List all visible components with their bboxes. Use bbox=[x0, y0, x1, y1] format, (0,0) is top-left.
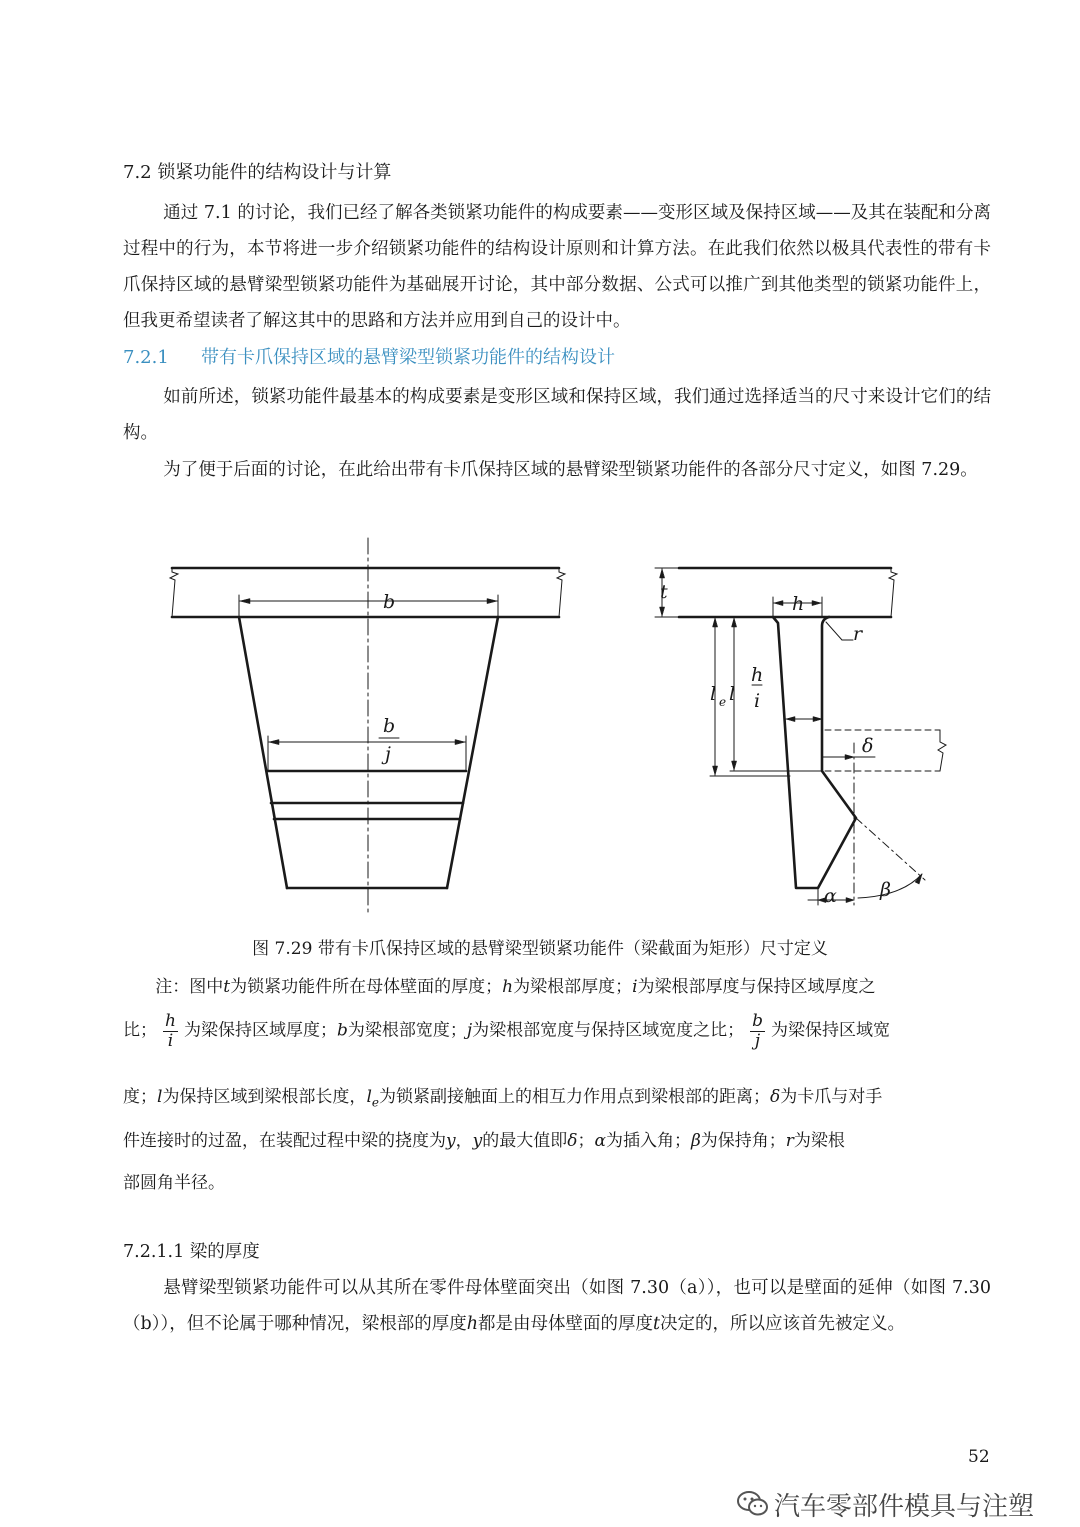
note-line-2: 比； $\frac{h}{i}$ 为梁保持区域厚度；b为梁根部宽度；j为梁根部宽度与保持区域宽度之比； $\frac{b}{j}$ 为梁保持区域宽 bbox=[123, 1011, 891, 1051]
note-line-1: 注：图中t为锁紧功能件所在母体壁面的厚度；h为梁根部厚度；i为梁根部厚度与保持区域厚度之 bbox=[155, 977, 876, 997]
label-beta: β bbox=[880, 879, 891, 901]
fraction-h-over-i: $\frac{h}{i}$ bbox=[165, 1011, 176, 1051]
watermark bbox=[736, 1486, 1034, 1526]
label-hi-i: i bbox=[754, 690, 761, 712]
label-alpha: α bbox=[824, 885, 837, 907]
left-wall-break-left bbox=[170, 568, 178, 617]
note-line-3: 度；l为保持区域到梁根部长度，$l_e$为锁紧副接触面上的相互力作用点到梁根部的距离；δ为卡爪与对手 bbox=[123, 1087, 883, 1110]
subsection-heading bbox=[123, 343, 615, 369]
right-wall-break bbox=[889, 568, 897, 617]
label-bj-j: j bbox=[385, 743, 391, 765]
subsection-number: 7.2.1 bbox=[123, 347, 169, 368]
label-hi-h: h bbox=[751, 664, 764, 686]
dim-delta-arrow bbox=[845, 755, 854, 760]
note-line-5: 部圆角半径。 bbox=[123, 1173, 225, 1193]
beam-profile bbox=[773, 617, 856, 888]
paragraph-2 bbox=[123, 379, 991, 451]
note-line-4: 件连接时的过盈，在装配过程中梁的挠度为y，y的最大值即δ；α为插入角；β为保持角；r为梁根 bbox=[123, 1131, 845, 1151]
label-h: h bbox=[792, 593, 805, 615]
subsubsection-heading: 7.2.1.1 梁的厚度 bbox=[123, 1242, 260, 1262]
label-le-sub: e bbox=[719, 695, 727, 709]
watermark-text: 汽车零部件模具与注塑 bbox=[774, 1492, 1035, 1522]
label-delta: δ bbox=[862, 735, 874, 757]
wechat-icon bbox=[736, 1489, 770, 1526]
mating-break bbox=[938, 730, 946, 771]
paragraph-4 bbox=[123, 1270, 991, 1342]
paragraph-4-text: 悬臂梁型锁紧功能件可以从其所在零件母体壁面突出（如图 7.30（a）），也可以是壁面的延伸（如图 7.30（b）），但不论属于哪种情况，梁根部的厚度h都是由母体壁面的厚度t决定的，所以应该首先被定义。 bbox=[123, 1278, 991, 1334]
beam-left-edge bbox=[239, 617, 287, 888]
label-b: b bbox=[383, 591, 396, 613]
fraction-b-over-j: $\frac{b}{j}$ bbox=[752, 1011, 764, 1051]
intro-text: 通过 7.1 的讨论，我们已经了解各类锁紧功能件的构成要素——变形区域及保持区域——及其在装配和分离过程中的行为，本节将进一步介绍锁紧功能件的结构设计原则和计算方法。在此我们依然以极具代表性的带有卡爪保持区域的悬臂梁型锁紧功能件为基础展开讨论，其中部分数据、公式可以推广到其他类型的锁紧功能件上，但我更希望读者了解这其中的思路和方法并应用到自己的设计中。 bbox=[123, 203, 991, 331]
label-l: l bbox=[729, 683, 736, 705]
mating-part bbox=[825, 730, 940, 771]
subsection-title: 带有卡爪保持区域的悬臂梁型锁紧功能件的结构设计 bbox=[201, 347, 615, 368]
beam-right-edge bbox=[447, 617, 498, 888]
page-number: 52 bbox=[968, 1447, 990, 1467]
section-heading: 7.2 锁紧功能件的结构设计与计算 bbox=[123, 162, 392, 183]
label-t: t bbox=[660, 581, 668, 603]
paragraph-3 bbox=[123, 452, 991, 488]
figure-7-29 bbox=[0, 530, 1080, 925]
paragraph-2-text: 如前所述，锁紧功能件最基本的构成要素是变形区域和保持区域，我们通过选择适当的尺寸来设计它们的结构。 bbox=[123, 387, 991, 443]
figure-caption: 图 7.29 带有卡爪保持区域的悬臂梁型锁紧功能件（梁截面为矩形）尺寸定义 bbox=[252, 939, 828, 959]
label-bj-b: b bbox=[383, 715, 396, 737]
left-wall-break-right bbox=[557, 568, 565, 617]
beta-ext bbox=[856, 818, 925, 880]
paragraph-3-text: 为了便于后面的讨论，在此给出带有卡爪保持区域的悬臂梁型锁紧功能件的各部分尺寸定义，如图 7.29。 bbox=[163, 460, 978, 480]
beta-arrow bbox=[915, 874, 922, 884]
figure-note bbox=[123, 972, 991, 1192]
label-r: r bbox=[853, 623, 863, 645]
label-le: l bbox=[710, 683, 717, 705]
r-leader bbox=[826, 622, 842, 640]
intro-paragraph bbox=[123, 195, 991, 339]
